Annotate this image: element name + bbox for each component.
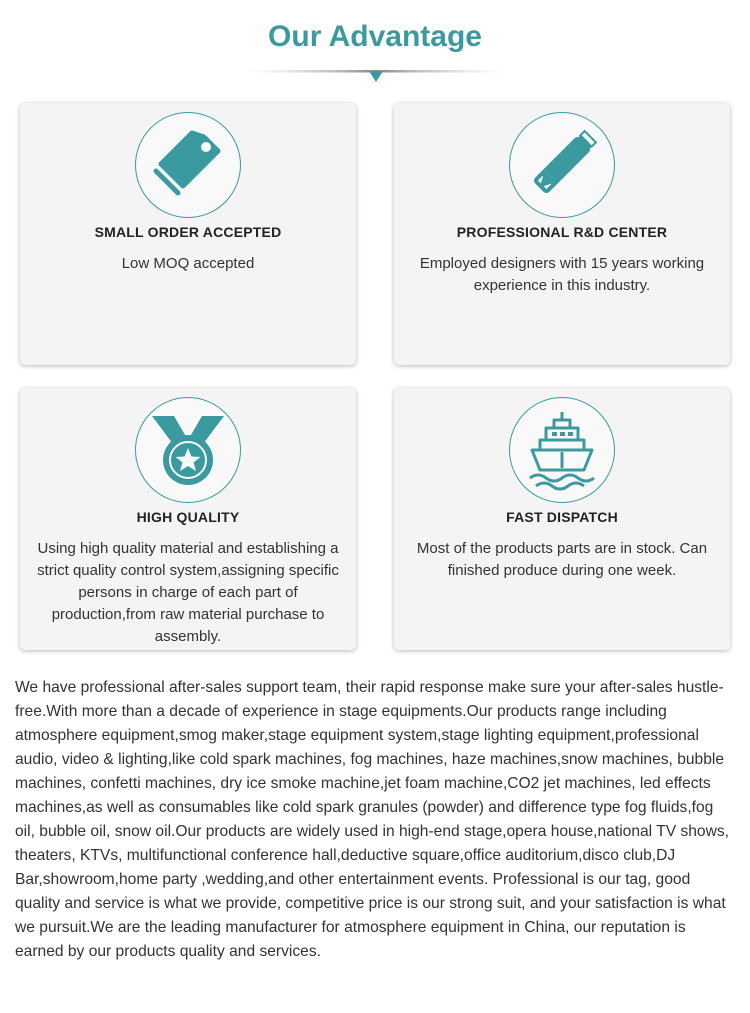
advantage-card-rd-center [394, 103, 730, 365]
price-tag-icon [136, 113, 240, 217]
section-title: Our Advantage [268, 20, 482, 53]
card-title: SMALL ORDER ACCEPTED [94, 224, 282, 240]
pencil-ruler-icon [510, 113, 614, 217]
card-text: Using high quality material and establishing a strict quality control system,assigning specific persons in charge of each part of production,from raw material purchase to assembly. [37, 540, 339, 645]
advantage-card-high-quality [20, 388, 356, 650]
advantage-card-small-order [20, 103, 356, 365]
advantage-card-fast-dispatch [394, 388, 730, 650]
card-title: PROFESSIONAL R&D CENTER [456, 224, 668, 240]
title-divider [245, 69, 507, 83]
divider-arrow-icon [369, 71, 383, 82]
icon-circle [135, 397, 241, 503]
card-text: Employed designers with 15 years working experience in this industry. [419, 255, 705, 294]
medal-icon [136, 398, 240, 502]
ship-icon [510, 398, 614, 502]
card-title: FAST DISPATCH [506, 509, 618, 525]
icon-circle [509, 397, 615, 503]
company-description: We have professional after-sales support team, their rapid response make sure your after-sales hustle-free.With more than a decade of experience in stage equipments.Our products range including atmosphere equipment,smog maker,stage equipment system,stage lighting equipment,professional audio, video & lighting,like cold spark machines, fog machines, haze machines,snow machines, bubble machines, confetti machines, dry ice smoke machine,jet foam machine,CO2 jet machines, led effects machines,as well as consumables like cold spark granules (powder) and difference type fog fluids,fog oil, bubble oil, snow oil.Our products are widely used in high-end stage,opera house,national TV shows, theaters, KTVs, multifunctional conference hall,deductive square,office auditorium,disco club,DJ Bar,showroom,home party ,wedding,and other entertainment events. Professional is our tag, good quality and service is what we provide, competitive price is our strong suit, and your satisfaction is what we pursuit.We are the leading manufacturer for atmosphere equipment in China, our reputation is earned by our products quality and services. [15, 679, 729, 960]
icon-circle [509, 112, 615, 218]
card-text: Most of the products parts are in stock. Can finished produce during one week. [416, 540, 708, 579]
card-title: HIGH QUALITY [136, 509, 240, 525]
icon-circle [135, 112, 241, 218]
card-text: Low MOQ accepted [121, 255, 255, 272]
